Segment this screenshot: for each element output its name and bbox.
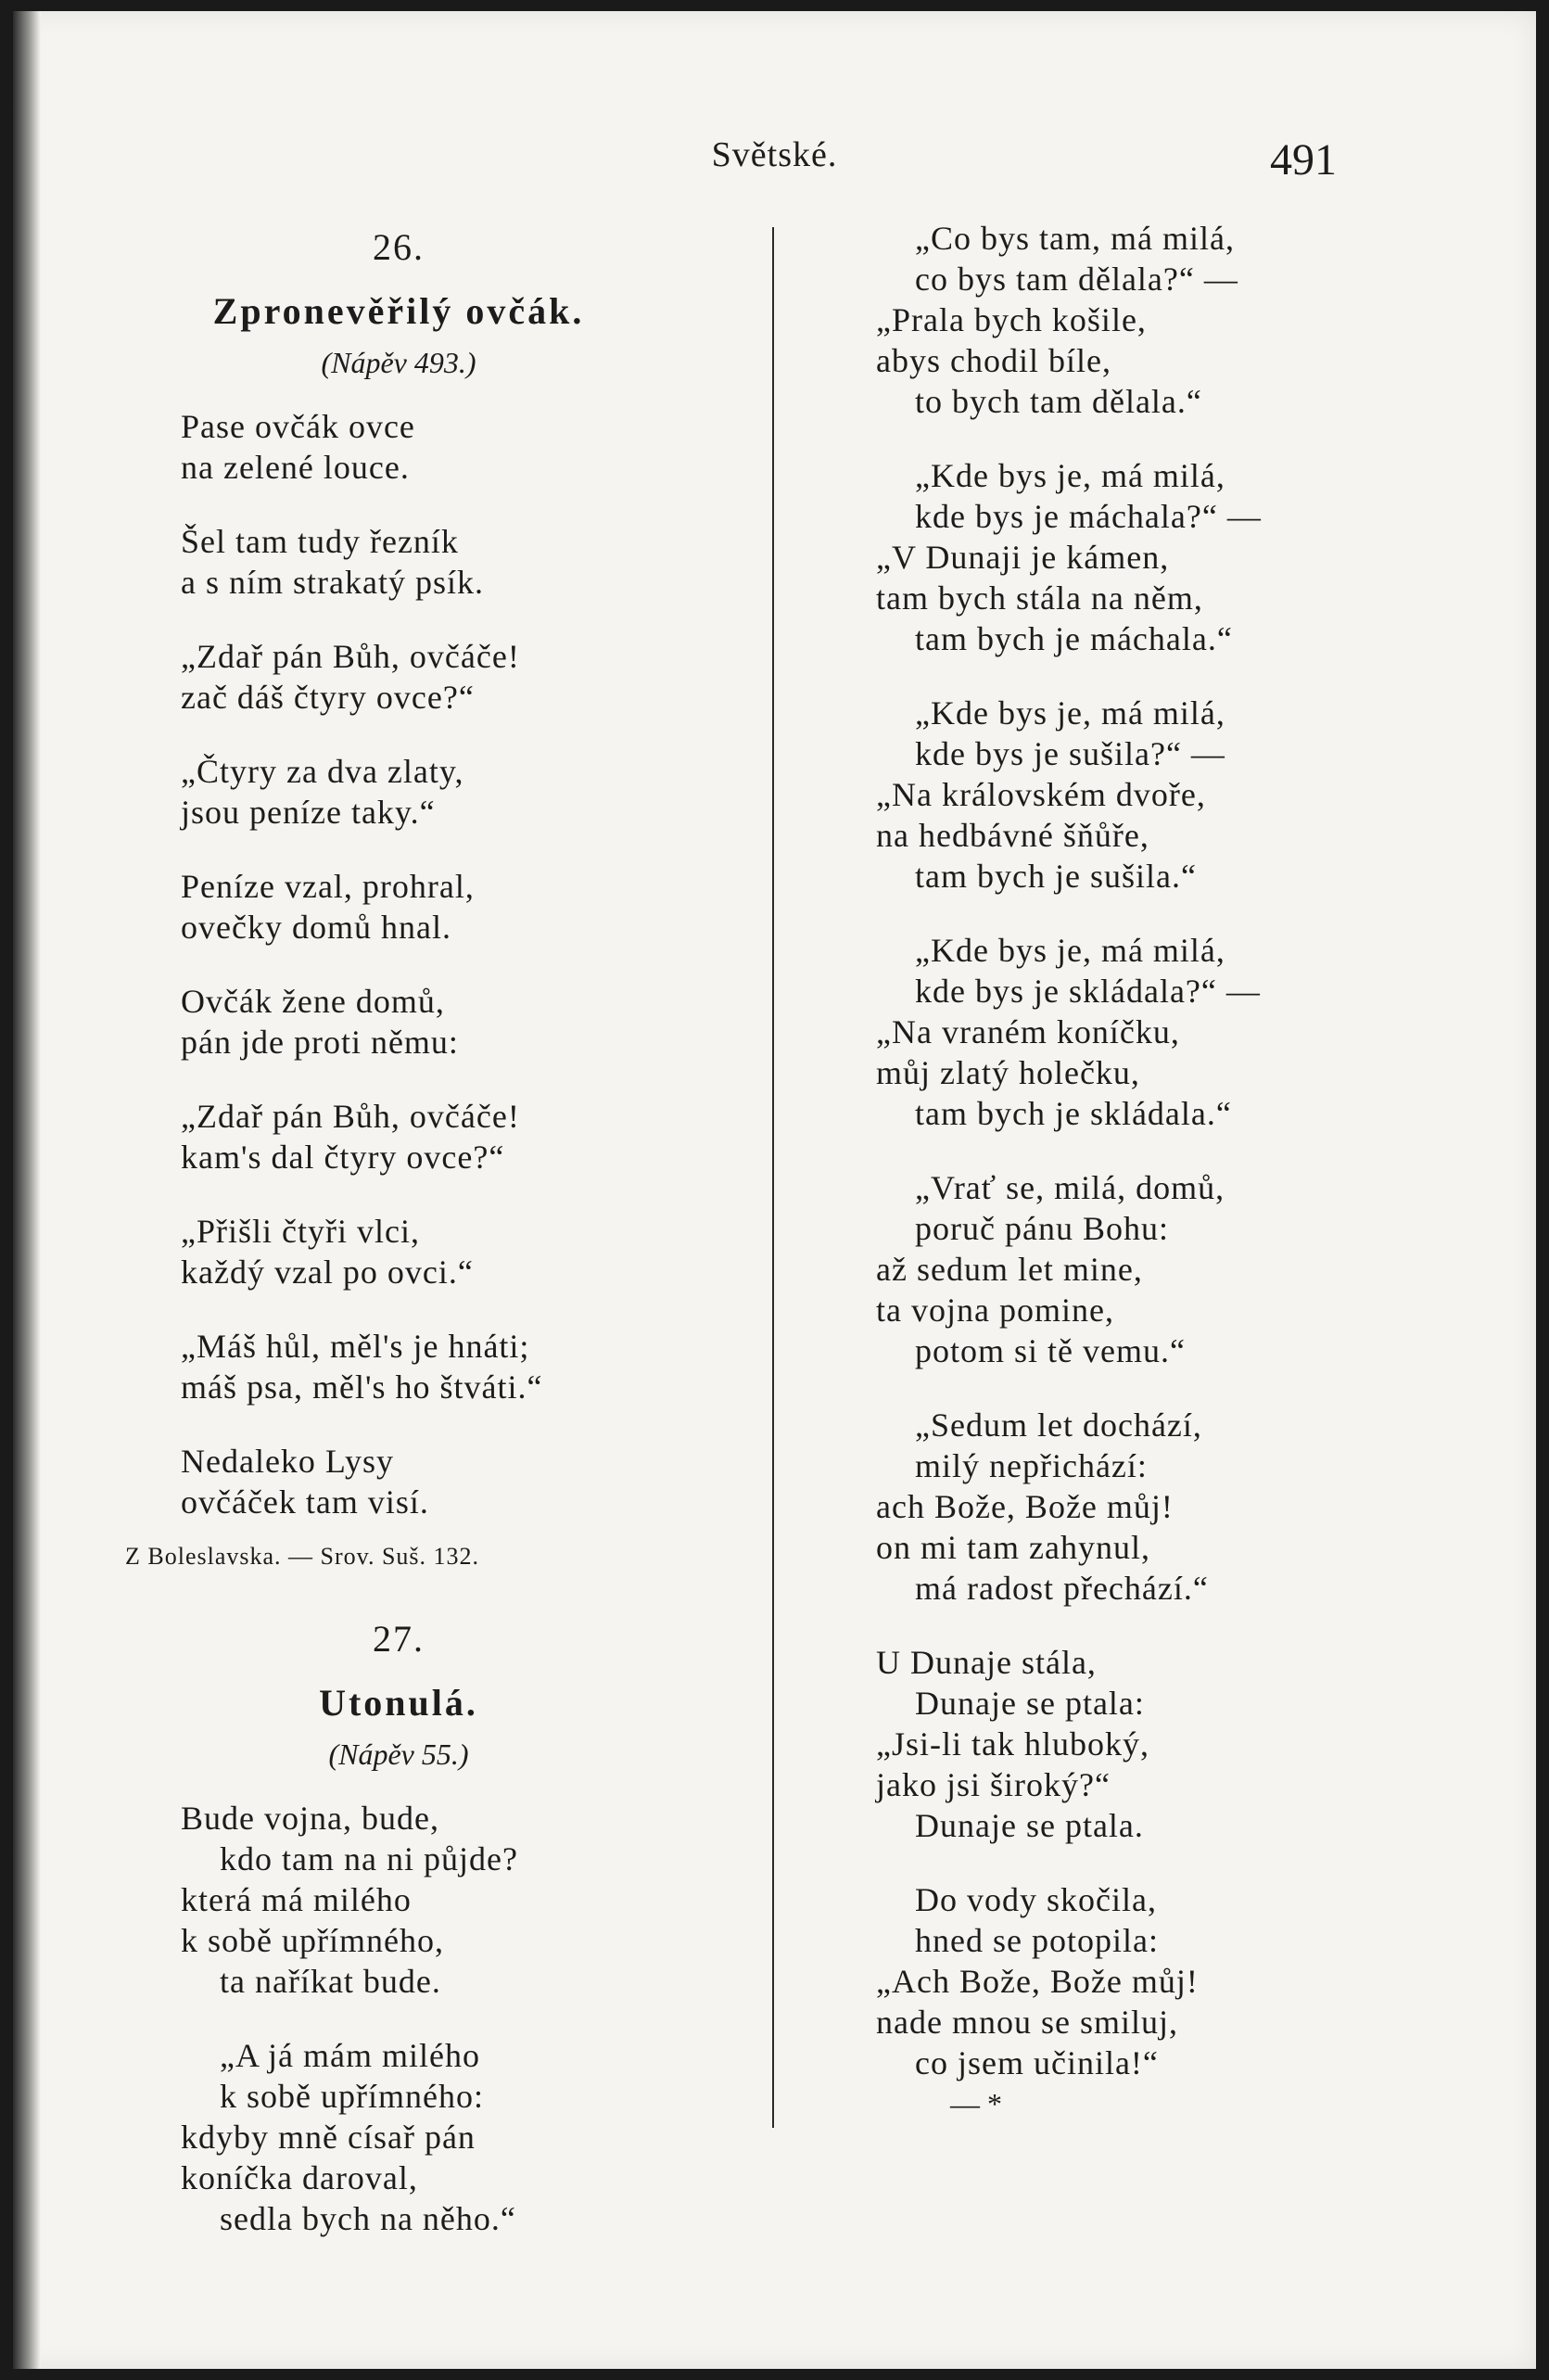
- section-title: Světské.: [711, 135, 838, 174]
- verse-line: „Máš hůl, měl's je hnáti;: [181, 1328, 530, 1365]
- stanza: [181, 406, 774, 488]
- stanza: [181, 981, 774, 1063]
- melody-ref-26: (Nápěv 493.): [321, 346, 476, 379]
- song-title-26: Zpronevěřilý ovčák.: [212, 290, 585, 332]
- verse-line: poruč pánu Bohu:: [915, 1210, 1169, 1247]
- stanza: [876, 1879, 1469, 2121]
- source-note: Z Boleslavska. — Srov. Suš. 132.: [125, 1543, 480, 1570]
- verse-line: jsou peníze taky.“: [181, 794, 436, 831]
- stanza: [876, 1167, 1469, 1371]
- verse-line: nade mnou se smiluj,: [876, 2004, 1178, 2041]
- verse-line: „Kde bys je, má milá,: [915, 457, 1225, 494]
- verse-line: sedla bych na něho.“: [220, 2200, 516, 2237]
- verse-line: až sedum let mine,: [876, 1251, 1143, 1288]
- verse-line: „Co bys tam, má milá,: [915, 220, 1235, 257]
- left-column: [125, 218, 774, 2272]
- song-number-26: 26.: [373, 226, 425, 268]
- verse-line: „Ach Bože, Bože můj!: [876, 1963, 1199, 2000]
- verse-line: máš psa, měl's ho štváti.“: [181, 1368, 543, 1406]
- stanza: [181, 1211, 774, 1292]
- verse-line: potom si tě vemu.“: [915, 1332, 1186, 1369]
- stanza: [876, 693, 1469, 897]
- song-title-27: Utonulá.: [319, 1682, 478, 1724]
- verse-line: můj zlatý holečku,: [876, 1054, 1140, 1091]
- verse-line: tam bych stála na něm,: [876, 579, 1203, 617]
- verse-line: tam bych je sušila.“: [915, 858, 1197, 895]
- verse-line: „Čtyry za dva zlaty,: [181, 753, 464, 790]
- verse-line: ta naříkat bude.: [220, 1963, 441, 2000]
- verse-line: „Jsi-li tak hluboký,: [876, 1725, 1149, 1763]
- verse-line: on mi tam zahynul,: [876, 1529, 1150, 1566]
- stanza: [181, 1096, 774, 1177]
- verse-line: pán jde proti němu:: [181, 1024, 459, 1061]
- song-number-27: 27.: [373, 1618, 425, 1660]
- verse-line: „Zdař pán Bůh, ovčáče!: [181, 1098, 520, 1135]
- verse-line: na hedbávné šňůře,: [876, 817, 1149, 854]
- stanza: [181, 866, 774, 948]
- verse-line: kdo tam na ni půjde?: [220, 1840, 518, 1877]
- verse-line: tam bych je skládala.“: [915, 1095, 1232, 1132]
- verse-line: koníčka daroval,: [181, 2159, 418, 2196]
- verse-line: co bys tam dělala?“ —: [915, 261, 1238, 298]
- stanza: [181, 1441, 774, 1522]
- stanza: [181, 1326, 774, 1407]
- verse-line: ovečky domů hnal.: [181, 909, 451, 946]
- verse-line: ach Bože, Bože můj!: [876, 1488, 1174, 1525]
- verse-line: co jsem učinila!“: [915, 2044, 1159, 2081]
- verse-line: „A já mám milého: [220, 2037, 480, 2074]
- stanza: [181, 521, 774, 603]
- verse-line: Do vody skočila,: [915, 1881, 1157, 1918]
- stanza: [876, 1642, 1469, 1846]
- verse-line: Dunaje se ptala.: [915, 1807, 1144, 1844]
- verse-line: „Sedum let dochází,: [915, 1406, 1202, 1444]
- verse-line: jako jsi široký?“: [876, 1766, 1111, 1803]
- verse-line: k sobě upřímného,: [181, 1922, 444, 1959]
- verse-line: Dunaje se ptala:: [915, 1685, 1145, 1722]
- verse-line: „Kde bys je, má milá,: [915, 694, 1225, 732]
- verse-line: Bude vojna, bude,: [181, 1800, 439, 1837]
- verse-line: každý vzal po ovci.“: [181, 1254, 474, 1291]
- verse-line: Pase ovčák ovce: [181, 408, 415, 445]
- verse-line: „Na královském dvoře,: [876, 776, 1206, 813]
- verse-line: Šel tam tudy řezník: [181, 523, 459, 560]
- verse-line: „Zdař pán Bůh, ovčáče!: [181, 638, 520, 675]
- verse-line: Ovčák žene domů,: [181, 983, 445, 1020]
- stanza: [181, 751, 774, 833]
- stanza: [876, 218, 1469, 422]
- verse-line: „V Dunaji je kámen,: [876, 539, 1170, 576]
- verse-line: kam's dal čtyry ovce?“: [181, 1139, 505, 1176]
- verse-line: milý nepřichází:: [915, 1447, 1148, 1484]
- binding-edge: [13, 11, 41, 2369]
- stanza: [876, 1405, 1469, 1609]
- page-number: 491: [1270, 135, 1337, 185]
- melody-ref-27: (Nápěv 55.): [328, 1737, 469, 1771]
- verse-line: Nedaleko Lysy: [181, 1443, 394, 1480]
- verse-line: na zelené louce.: [181, 449, 410, 486]
- verse-line: k sobě upřímného:: [220, 2078, 484, 2115]
- end-ornament: — *: [950, 2087, 1002, 2120]
- verse-line: kdyby mně císař pán: [181, 2119, 476, 2156]
- stanza: [181, 636, 774, 718]
- verse-line: ta vojna pomine,: [876, 1292, 1114, 1329]
- right-column: [876, 218, 1469, 2155]
- verse-line: zač dáš čtyry ovce?“: [181, 679, 475, 716]
- stanza: [876, 930, 1469, 1134]
- verse-line: která má milého: [181, 1881, 412, 1918]
- verse-line: ovčáček tam visí.: [181, 1483, 429, 1521]
- stanza: [876, 455, 1469, 659]
- verse-line: „Vrať se, milá, domů,: [915, 1169, 1225, 1206]
- verse-line: „Prala bych košile,: [876, 301, 1147, 338]
- verse-line: abys chodil bíle,: [876, 342, 1111, 379]
- verse-line: „Na vraném koníčku,: [876, 1013, 1180, 1050]
- verse-line: kde bys je sušila?“ —: [915, 735, 1225, 772]
- verse-line: tam bych je máchala.“: [915, 620, 1233, 657]
- verse-line: hned se potopila:: [915, 1922, 1159, 1959]
- stanza: [181, 2035, 774, 2239]
- verse-line: U Dunaje stála,: [876, 1644, 1097, 1681]
- verse-line: má radost přechází.“: [915, 1570, 1209, 1607]
- verse-line: a s ním strakatý psík.: [181, 564, 484, 601]
- verse-line: kde bys je skládala?“ —: [915, 973, 1261, 1010]
- verse-line: „Přišli čtyři vlci,: [181, 1213, 420, 1250]
- verse-line: kde bys je máchala?“ —: [915, 498, 1262, 535]
- verse-line: Peníze vzal, prohral,: [181, 868, 475, 905]
- stanza: [181, 1798, 774, 2002]
- verse-line: to bych tam dělala.“: [915, 383, 1202, 420]
- verse-line: „Kde bys je, má milá,: [915, 932, 1225, 969]
